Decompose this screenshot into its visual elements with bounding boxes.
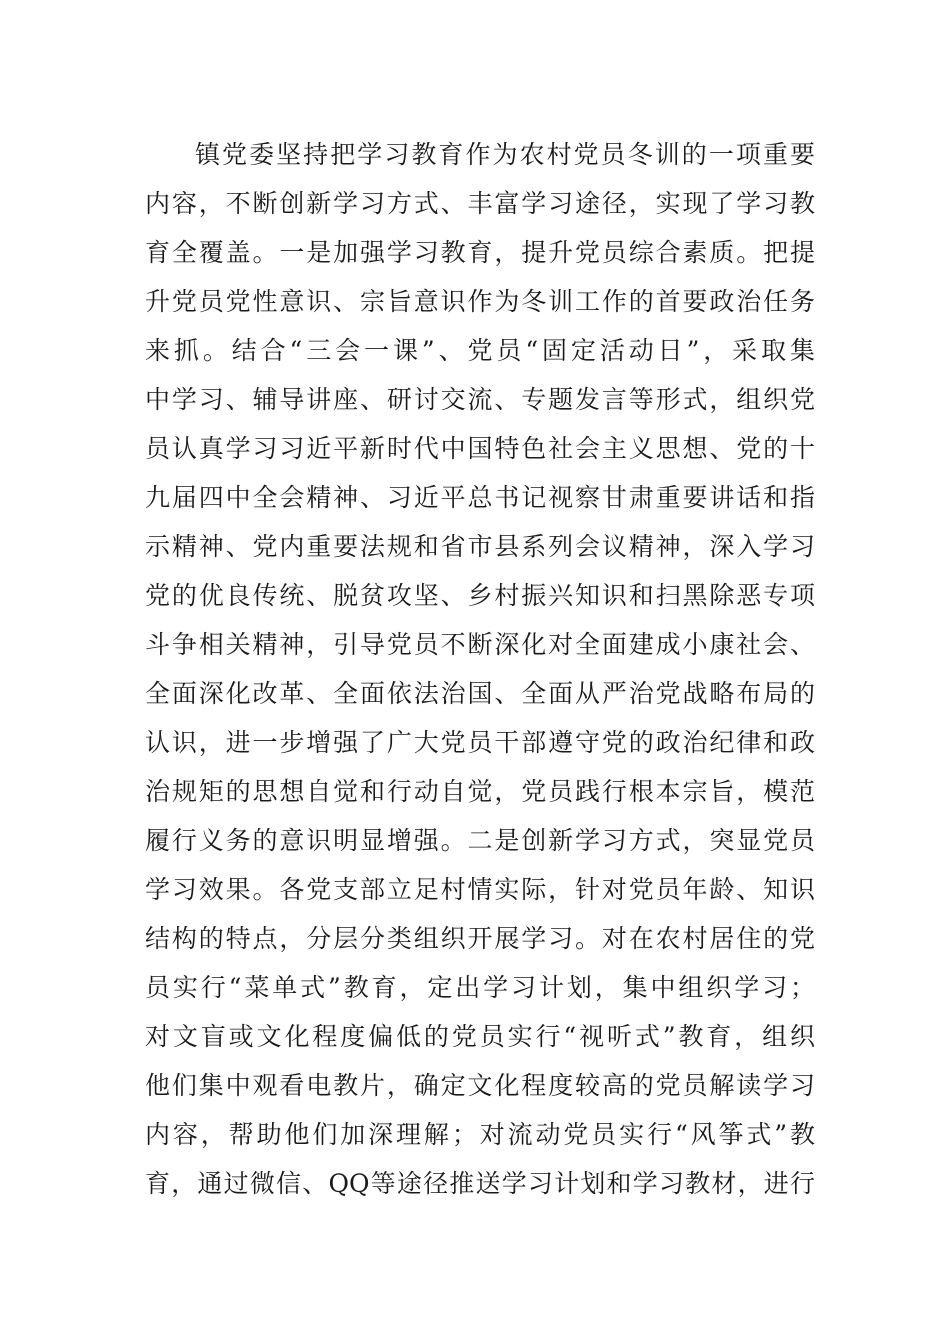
text-line: 他们集中观看电教片，确定文化程度较高的党员解读学习 (145, 1071, 815, 1100)
text-line: 育全覆盖。一是加强学习教育，提升党员综合素质。把提 (145, 238, 815, 267)
text-line: 员认真学习习近平新时代中国特色社会主义思想、党的十 (145, 434, 815, 463)
text-line: 内容，不断创新学习方式、丰富学习途径，实现了学习教 (145, 189, 815, 218)
text-line: 结构的特点，分层分类组织开展学习。对在农村居住的党 (145, 924, 815, 953)
text-line: 中学习、辅导讲座、研讨交流、专题发言等形式，组织党 (145, 385, 815, 414)
text-line: 对文盲或文化程度偏低的党员实行“视听式”教育，组织 (145, 1022, 815, 1051)
text-line: 内容，帮助他们加深理解；对流动党员实行“风筝式”教 (145, 1120, 815, 1149)
text-line: 育，通过微信、QQ等途径推送学习计划和学习教材，进行 (145, 1169, 815, 1198)
text-line: 认识，进一步增强了广大党员干部遵守党的政治纪律和政 (145, 728, 815, 757)
text-line: 党的优良传统、脱贫攻坚、乡村振兴知识和扫黑除恶专项 (145, 581, 815, 610)
text-line: 来抓。结合“三会一课”、党员“固定活动日”，采取集 (145, 336, 815, 365)
text-line: 镇党委坚持把学习教育作为农村党员冬训的一项重要 (195, 140, 815, 169)
body-paragraph (145, 130, 815, 1208)
text-line: 示精神、党内重要法规和省市县系列会议精神，深入学习 (145, 532, 815, 561)
text-line: 治规矩的思想自觉和行动自觉，党员践行根本宗旨，模范 (145, 777, 815, 806)
text-line: 学习效果。各党支部立足村情实际，针对党员年龄、知识 (145, 875, 815, 904)
text-line: 斗争相关精神，引导党员不断深化对全面建成小康社会、 (145, 630, 815, 659)
text-line: 履行义务的意识明显增强。二是创新学习方式，突显党员 (145, 826, 815, 855)
text-line: 全面深化改革、全面依法治国、全面从严治党战略布局的 (145, 679, 815, 708)
text-line: 九届四中全会精神、习近平总书记视察甘肃重要讲话和指 (145, 483, 815, 512)
text-line: 升党员党性意识、宗旨意识作为冬训工作的首要政治任务 (145, 287, 815, 316)
text-line: 员实行“菜单式”教育，定出学习计划，集中组织学习； (145, 973, 815, 1002)
